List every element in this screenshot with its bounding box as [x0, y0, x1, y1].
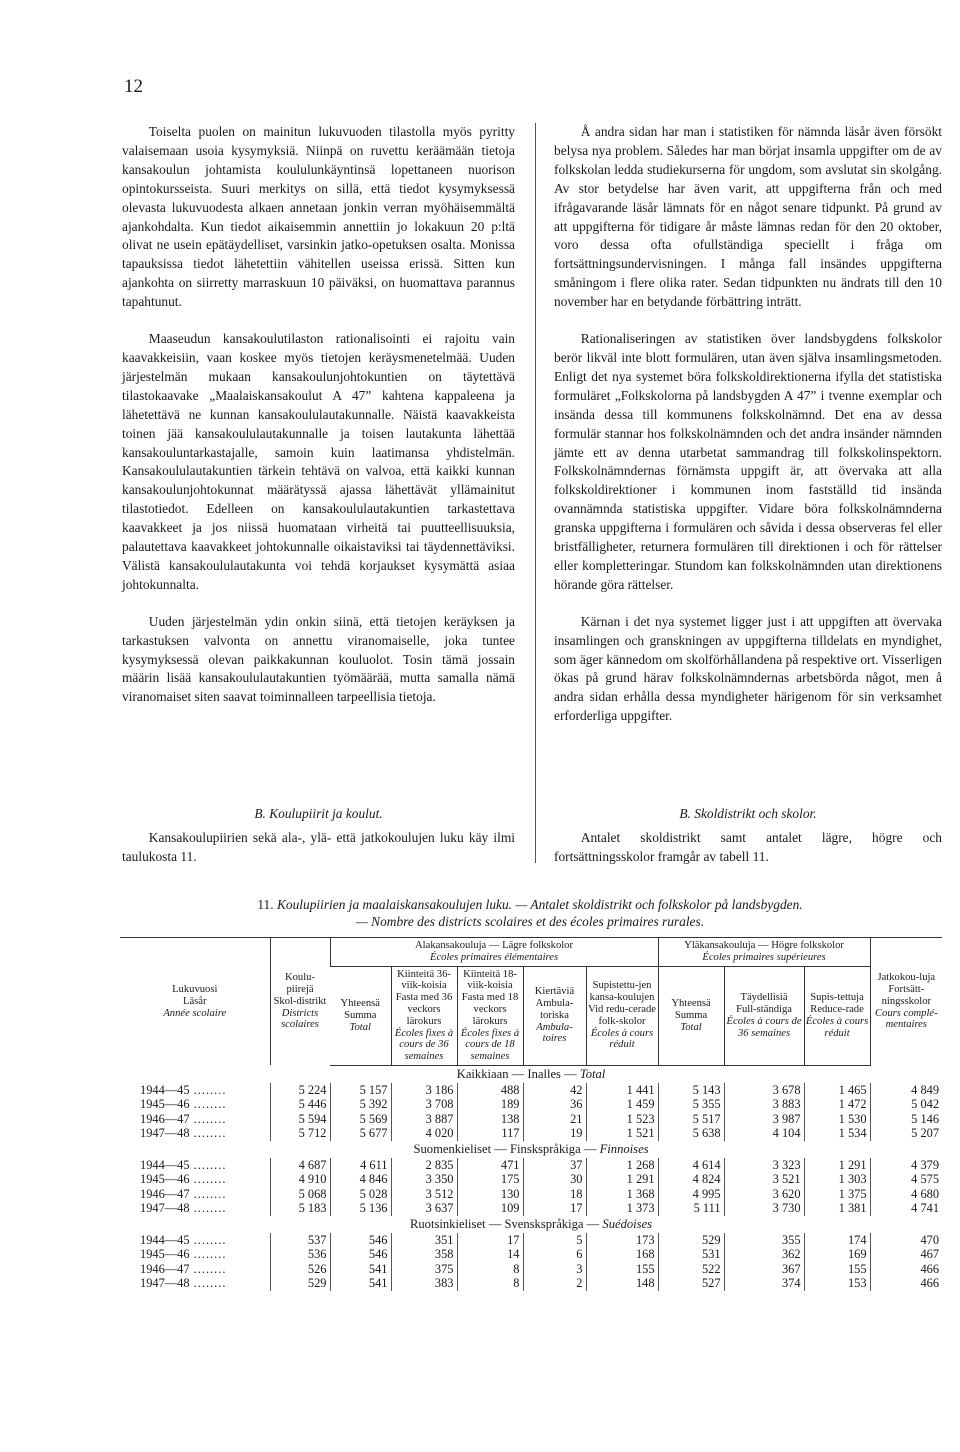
header-districts: Koulu-piirejä Skol-distrikt Districts scolaires	[270, 938, 330, 1066]
table-row	[120, 1276, 942, 1291]
value-cell: 173	[586, 1233, 658, 1248]
section-text-finnish: Kansakoulupiirien sekä ala-, ylä- että jatkokoulujen luku käy ilmi taulukosta 11.	[122, 830, 515, 864]
column-divider	[535, 123, 536, 863]
value-cell: 1 534	[804, 1126, 870, 1141]
right-column-swedish	[554, 123, 942, 726]
value-cell: 6	[523, 1247, 586, 1262]
value-cell: 1 523	[586, 1112, 658, 1127]
table-row	[120, 1083, 942, 1098]
value-cell: 5 207	[870, 1126, 942, 1141]
value-cell: 4 020	[391, 1126, 457, 1141]
value-cell: 174	[804, 1233, 870, 1248]
value-cell: 169	[804, 1247, 870, 1262]
value-cell: 19	[523, 1126, 586, 1141]
year-cell: 1947—48 ........	[140, 1126, 227, 1141]
value-cell: 17	[457, 1233, 523, 1248]
value-cell: 367	[724, 1262, 804, 1277]
value-cell: 1 375	[804, 1187, 870, 1202]
value-cell: 466	[870, 1276, 942, 1291]
value-cell: 358	[391, 1247, 457, 1262]
group-title-french: Finnoises	[599, 1141, 649, 1156]
value-cell: 3 678	[724, 1083, 804, 1098]
table-body	[120, 1065, 942, 1290]
value-cell: 529	[270, 1276, 330, 1291]
value-cell: 1 441	[586, 1083, 658, 1098]
value-cell: 8	[457, 1262, 523, 1277]
value-cell: 527	[658, 1276, 724, 1291]
value-cell: 4 687	[270, 1158, 330, 1173]
value-cell: 5 042	[870, 1097, 942, 1112]
value-cell: 522	[658, 1262, 724, 1277]
page-number: 12	[124, 76, 143, 97]
paragraph: Toiselta puolen on mainitun lukuvuoden tilastolla myös pyritty valaisemaan usoia kysymyksiä. Niinpä on ruvettu keräämään tietoja kansakoulun johtamista koululunkäyntinsä lopettaneen nuorison opintokursseista. Suuri merkitys on sillä, että tiedot kysymyksessä olevasta lukuvuodesta alkaen annetaan jonkin verran myöhäisemmältä ajankohdalta. Kun tiedot aikaisemmin annettiin jo lokakuun 20 p:ltä olivat ne usein epätäydelliset, varsinkin jatko-opetuksen osalta. Monissa tapauksissa tiedot lähetettiin vähitellen useissa erissä. Sitten kun ajankohta on siirretty marraskuun 10 päiväksi, on huomattava parannus tapahtunut.	[122, 124, 515, 310]
value-cell: 5 111	[658, 1201, 724, 1216]
value-cell: 5 355	[658, 1097, 724, 1112]
value-cell: 5 446	[270, 1097, 330, 1112]
value-cell: 5 028	[330, 1187, 391, 1202]
value-cell: 3 883	[724, 1097, 804, 1112]
value-cell: 3 350	[391, 1172, 457, 1187]
table-caption	[120, 896, 940, 913]
year-cell: 1945—46 ........	[140, 1172, 227, 1187]
year-cell: 1947—48 ........	[140, 1276, 227, 1291]
value-cell: 14	[457, 1247, 523, 1262]
header-group-upper-schools: Yläkansakouluja — Högre folkskolor Écoles primaires supérieures	[658, 938, 870, 967]
value-cell: 130	[457, 1187, 523, 1202]
table-number: 11.	[257, 897, 274, 912]
table-row	[120, 1097, 942, 1112]
value-cell: 3 186	[391, 1083, 457, 1098]
value-cell: 1 530	[804, 1112, 870, 1127]
value-cell: 2	[523, 1276, 586, 1291]
value-cell: 168	[586, 1247, 658, 1262]
group-title: Suomenkieliset — Finskspråkiga —	[413, 1141, 597, 1156]
value-cell: 4 680	[870, 1187, 942, 1202]
value-cell: 546	[330, 1233, 391, 1248]
table-group-heading	[120, 1216, 942, 1233]
value-cell: 541	[330, 1276, 391, 1291]
value-cell: 531	[658, 1247, 724, 1262]
value-cell: 5 392	[330, 1097, 391, 1112]
value-cell: 3 521	[724, 1172, 804, 1187]
year-cell: 1945—46 ........	[140, 1247, 227, 1262]
value-cell: 536	[270, 1247, 330, 1262]
year-cell: 1946—47 ........	[140, 1186, 227, 1201]
group-title-french: Total	[579, 1066, 606, 1081]
value-cell: 537	[270, 1233, 330, 1248]
value-cell: 546	[330, 1247, 391, 1262]
header-ambulatory: Kiertäviä Ambula-toriska Ambula-toires	[523, 966, 586, 1065]
value-cell: 4 611	[330, 1158, 391, 1173]
value-cell: 1 459	[586, 1097, 658, 1112]
value-cell: 5 183	[270, 1201, 330, 1216]
paragraph: Uuden järjestelmän ydin onkin siinä, että tietojen keräyksen ja tarkastuksen valvonta on annettu viranomaiselle, joka tuntee kysymyksessä olevan paikkakunnan kouluolot. Tosin tämä jossain määrin lisää kansakoululautakuntien työmäärää, mutta samalla nämä viranomaiset siten saavat toiminnalleen tarpeellisia tietoja.	[122, 613, 515, 705]
header-total-upper: Yhteensä Summa Total	[658, 966, 724, 1065]
group-title-french: Suédoises	[602, 1216, 653, 1231]
year-cell: 1944—45 ........	[140, 1157, 227, 1172]
table-row	[120, 1262, 942, 1277]
value-cell: 5 712	[270, 1126, 330, 1141]
value-cell: 5 136	[330, 1201, 391, 1216]
value-cell: 467	[870, 1247, 942, 1262]
value-cell: 17	[523, 1201, 586, 1216]
value-cell: 5 517	[658, 1112, 724, 1127]
paragraph: Kärnan i det nya systemet ligger just i att uppgiften att övervaka insamlingen och granskningen av uppgifterna tilldelats en myndighet, som äger kännedom om skolförhållandena på respektive ort. Visserligen ökas på grund härav folkskolnämndernas arbetsbörda något, men å andra sidan erhålla dessa myndigheter härigenom för sin verksamhet erforderliga uppgifter.	[554, 613, 942, 724]
section-heading-finnish: B. Koulupiirit ja koulut.	[254, 806, 383, 821]
section-text-swedish: Antalet skoldistrikt samt antalet lägre, högre och fortsättningsskolor framgår av tabell 11.	[554, 830, 942, 864]
value-cell: 4 846	[330, 1172, 391, 1187]
table-row	[120, 1187, 942, 1202]
group-title: Ruotsinkieliset — Svenskspråkiga —	[409, 1216, 600, 1231]
section-heading-swedish: B. Skoldistrikt och skolor.	[679, 806, 817, 821]
value-cell: 5 677	[330, 1126, 391, 1141]
value-cell: 5 224	[270, 1083, 330, 1098]
header-full-course: Täydellisiä Full-ständiga Écoles à cours de 36 semaines	[724, 966, 804, 1065]
value-cell: 2 835	[391, 1158, 457, 1173]
value-cell: 36	[523, 1097, 586, 1112]
value-cell: 155	[804, 1262, 870, 1277]
value-cell: 5	[523, 1233, 586, 1248]
table-caption-french: — Nombre des districts scolaires et des écoles primaires rurales.	[355, 914, 705, 929]
header-group-lower-schools: Alakansakouluja — Lägre folkskolor Écoles primaires élémentaires	[330, 938, 658, 967]
value-cell: 3 708	[391, 1097, 457, 1112]
value-cell: 8	[457, 1276, 523, 1291]
value-cell: 5 638	[658, 1126, 724, 1141]
value-cell: 351	[391, 1233, 457, 1248]
year-cell: 1947—48 ........	[140, 1201, 227, 1216]
value-cell: 4 575	[870, 1172, 942, 1187]
year-cell: 1945—46 ........	[140, 1097, 227, 1112]
value-cell: 175	[457, 1172, 523, 1187]
value-cell: 138	[457, 1112, 523, 1127]
value-cell: 3	[523, 1262, 586, 1277]
value-cell: 488	[457, 1083, 523, 1098]
value-cell: 21	[523, 1112, 586, 1127]
value-cell: 18	[523, 1187, 586, 1202]
value-cell: 541	[330, 1262, 391, 1277]
value-cell: 1 472	[804, 1097, 870, 1112]
year-cell: 1944—45 ........	[140, 1082, 227, 1097]
value-cell: 3 887	[391, 1112, 457, 1127]
group-title: Kaikkiaan — Inalles —	[456, 1066, 577, 1081]
table-group-heading	[120, 1141, 942, 1158]
year-cell: 1944—45 ........	[140, 1232, 227, 1247]
value-cell: 355	[724, 1233, 804, 1248]
value-cell: 1 465	[804, 1083, 870, 1098]
table-row	[120, 1201, 942, 1216]
left-column-finnish	[122, 123, 515, 707]
value-cell: 4 104	[724, 1126, 804, 1141]
value-cell: 529	[658, 1233, 724, 1248]
value-cell: 37	[523, 1158, 586, 1173]
value-cell: 1 381	[804, 1201, 870, 1216]
header-reduced-upper: Supis-tettuja Reduce-rade Écoles à cours réduit	[804, 966, 870, 1065]
table-group-heading	[120, 1065, 942, 1082]
value-cell: 5 569	[330, 1112, 391, 1127]
header-fixed-18-weeks: Kiinteitä 18-viik-koisia Fasta med 18 veckors lärokurs Écoles fixes à cours de 18 semaines	[457, 966, 523, 1065]
value-cell: 5 068	[270, 1187, 330, 1202]
value-cell: 189	[457, 1097, 523, 1112]
table-row	[120, 1158, 942, 1173]
year-cell: 1946—47 ........	[140, 1111, 227, 1126]
value-cell: 471	[457, 1158, 523, 1173]
value-cell: 374	[724, 1276, 804, 1291]
value-cell: 1 291	[586, 1172, 658, 1187]
header-total-lower: Yhteensä Summa Total	[330, 966, 391, 1065]
header-reduced-course: Supistettu-jen kansa-koulujen Vid redu-cerade folk-skolor Écoles à cours réduit	[586, 966, 658, 1065]
value-cell: 4 995	[658, 1187, 724, 1202]
value-cell: 5 594	[270, 1112, 330, 1127]
value-cell: 1 368	[586, 1187, 658, 1202]
value-cell: 153	[804, 1276, 870, 1291]
value-cell: 362	[724, 1247, 804, 1262]
value-cell: 4 614	[658, 1158, 724, 1173]
header-continuation-schools: Jatkokou-luja Fortsätt-ningsskolor Cours complé-mentaires	[870, 938, 942, 1066]
value-cell: 4 379	[870, 1158, 942, 1173]
value-cell: 5 143	[658, 1083, 724, 1098]
value-cell: 466	[870, 1262, 942, 1277]
table-row	[120, 1112, 942, 1127]
value-cell: 1 373	[586, 1201, 658, 1216]
year-cell: 1946—47 ........	[140, 1261, 227, 1276]
value-cell: 42	[523, 1083, 586, 1098]
value-cell: 375	[391, 1262, 457, 1277]
value-cell: 1 303	[804, 1172, 870, 1187]
table-row	[120, 1233, 942, 1248]
value-cell: 1 521	[586, 1126, 658, 1141]
value-cell: 117	[457, 1126, 523, 1141]
value-cell: 470	[870, 1233, 942, 1248]
value-cell: 1 268	[586, 1158, 658, 1173]
value-cell: 5 157	[330, 1083, 391, 1098]
value-cell: 3 730	[724, 1201, 804, 1216]
statistics-table	[120, 937, 942, 1291]
value-cell: 3 620	[724, 1187, 804, 1202]
value-cell: 30	[523, 1172, 586, 1187]
value-cell: 526	[270, 1262, 330, 1277]
value-cell: 1 291	[804, 1158, 870, 1173]
value-cell: 5 146	[870, 1112, 942, 1127]
value-cell: 109	[457, 1201, 523, 1216]
value-cell: 3 323	[724, 1158, 804, 1173]
value-cell: 383	[391, 1276, 457, 1291]
paragraph: Å andra sidan har man i statistiken för nämnda läsår även försökt belysa nya problem. Således har man börjat insamla uppgifter om de av folkskolan ledda studiekurserna för ungdom, som avslutat sin skolgång. Av stor betydelse har även varit, att uppgifterna från och med ifrågavarande läsår lämnats för en något senare tidpunkt. På grund av att uppgifterna för tidigare år måste lämnas redan för den 20 oktober, voro dessa ofta ofullständiga speciellt i fråga om fortsättningsundervisningen. I många fall insändes uppgifterna småningom i flere olika rater. Sedan tidpunkten nu ändrats till den 10 november har en betydande förbättring inträtt.	[554, 124, 942, 310]
table-row	[120, 1247, 942, 1262]
paragraph: Rationaliseringen av statistiken över landsbygdens folkskolor berör likväl inte blott formulären, utan även själva insamlingsmetoden. Enligt det nya systemet böra folkskoldirektionerna ifylla det statistiska formuläret „Folkskolorna på landsbygden A 47” i tvenne exemplar och insända dessa till kommunens folkskolnämnd. Det ena av dessa formulär stannar hos folkskolnämnden och det andra insänder nämnden jämte ett av denna utarbetat sammandrag till folkskolinspektorn. Folkskolnämndernas förnämsta uppgift är, att övervaka att alla folkskoldirektioner i kommunen inom fastställd tid insända ovannämnda statistiska uppgifter. Vidare böra folkskolnämnderna granska uppgifterna i formulären och såvida i dessa observeras fel eller bristfälligheter, returnera formulären till direktionen i och för rättelser eller kompletteringar. Stundom kan folkskolnämnden utan direktionens hörande göra rättelser.	[554, 331, 942, 592]
value-cell: 155	[586, 1262, 658, 1277]
table-row	[120, 1126, 942, 1141]
table-row	[120, 1172, 942, 1187]
value-cell: 4 849	[870, 1083, 942, 1098]
header-school-year: Lukuvuosi Läsår Année scolaire	[120, 938, 270, 1066]
table-title: Koulupiirien ja maalaiskansakoulujen luku. — Antalet skoldistrikt och folkskolor på landsbygden.	[276, 897, 803, 912]
value-cell: 4 910	[270, 1172, 330, 1187]
value-cell: 3 987	[724, 1112, 804, 1127]
value-cell: 148	[586, 1276, 658, 1291]
header-fixed-36-weeks: Kiinteitä 36-viik-koisia Fasta med 36 veckors lärokurs Écoles fixes à cours de 36 semaines	[391, 966, 457, 1065]
value-cell: 4 741	[870, 1201, 942, 1216]
value-cell: 4 824	[658, 1172, 724, 1187]
value-cell: 3 512	[391, 1187, 457, 1202]
paragraph: Maaseudun kansakoulutilaston rationalisointi ei rajoitu vain kaavakkeisiin, vaan koskee myös tietojen keräysmenetelmää. Uuden järjestelmän mukaan kansakoulunjohtokuntien on täytettävä tilastokaavake „Maalaiskansakoulut A 47” kahtena kappaleena ja lähetettävä ne kunnan kansakoululautakunnalle. Näistä kaavakkeista toinen jää kansakoululautakunnalle ja toisen lautakunta lähettää kansakouluntarkastajalle, samoin kuin laatimansa yhdistelmän. Kansakoululautakuntien tärkein tehtävä on valvoa, että kaikki kunnan kansakoulunjohtokunnat määrätyssä ajassa lähettävät yllämainitut tilastotiedot. Edelleen on kansakoululautakuntien tarkastettava kaavakkeet ja jos niissä huomataan virheitä tai puutteellisuuksia, palautettava kaavakkeet johtokunnalle oikaistaviksi tai täydennettäviksi. Välistä kansakoululautakunta voi tehdä korjaukset kysymättä asiaa johtokunnalta.	[122, 331, 515, 592]
value-cell: 3 637	[391, 1201, 457, 1216]
